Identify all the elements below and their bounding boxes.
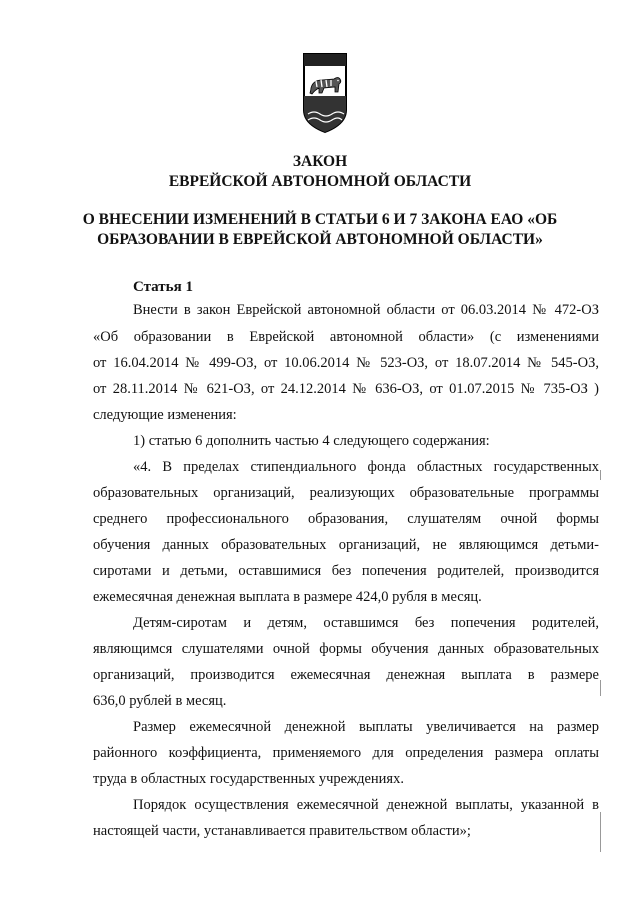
text-line: районного коэффициента, применяемого для определения размера оплаты xyxy=(93,745,599,761)
text-line: следующие изменения: xyxy=(93,407,237,423)
text-line: Детям-сиротам и детям, оставшимся без попечения родителей, xyxy=(133,615,599,631)
text-line: организаций, производится ежемесячная денежная выплата в размере xyxy=(93,667,599,683)
law-subtitle-line-1: О ВНЕСЕНИИ ИЗМЕНЕНИЙ В СТАТЬИ 6 И 7 ЗАКОНА ЕАО «ОБ xyxy=(82,211,558,228)
text-line: являющимся слушателями очной формы обучения данных образовательных xyxy=(93,641,599,657)
law-subtitle-line-2: ОБРАЗОВАНИИ В ЕВРЕЙСКОЙ АВТОНОМНОЙ ОБЛАСТИ» xyxy=(97,231,543,248)
text-line: от 16.04.2014 № 499-ОЗ, от 10.06.2014 № 523-ОЗ, от 18.07.2014 № 545-ОЗ, xyxy=(93,355,599,371)
text-line: Порядок осуществления ежемесячной денежной выплаты, указанной в xyxy=(133,797,599,813)
scan-mark xyxy=(600,680,601,696)
text-line: от 28.11.2014 № 621-ОЗ, от 24.12.2014 № 636-ОЗ, от 01.07.2015 № 735-ОЗ ) xyxy=(93,381,599,397)
text-line: среднего профессионального образования, слушателям очной формы xyxy=(93,511,599,527)
scan-mark xyxy=(600,812,601,852)
scan-mark xyxy=(600,470,601,480)
text-line: труда в областных государственных учреждениях. xyxy=(93,771,404,787)
text-line: сиротами и детьми, оставшимися без попечения родителей, производится xyxy=(93,563,599,579)
text-line: обучения данных образовательных организаций, не являющимся детьми- xyxy=(93,537,599,553)
article-heading: Статья 1 xyxy=(133,279,193,295)
text-line: ежемесячная денежная выплата в размере 424,0 рубля в месяц. xyxy=(93,589,482,605)
region-title: ЕВРЕЙСКОЙ АВТОНОМНОЙ ОБЛАСТИ xyxy=(168,173,472,190)
text-line: Внести в закон Еврейской автономной области от 06.03.2014 № 472-ОЗ xyxy=(133,302,599,318)
text-line: 1) статью 6 дополнить частью 4 следующего содержания: xyxy=(133,433,490,449)
text-line: настоящей части, устанавливается правительством области»; xyxy=(93,823,471,839)
law-title: ЗАКОН xyxy=(292,153,348,170)
coat-of-arms-icon xyxy=(302,52,348,134)
text-line: «4. В пределах стипендиального фонда областных государственных xyxy=(133,459,599,475)
text-line: Размер ежемесячной денежной выплаты увеличивается на размер xyxy=(133,719,599,735)
text-line: образовательных организаций, реализующих образовательные программы xyxy=(93,485,599,501)
text-line: «Об образовании в Еврейской автономной области» (с изменениями xyxy=(93,329,599,345)
text-line: 636,0 рублей в месяц. xyxy=(93,693,227,709)
